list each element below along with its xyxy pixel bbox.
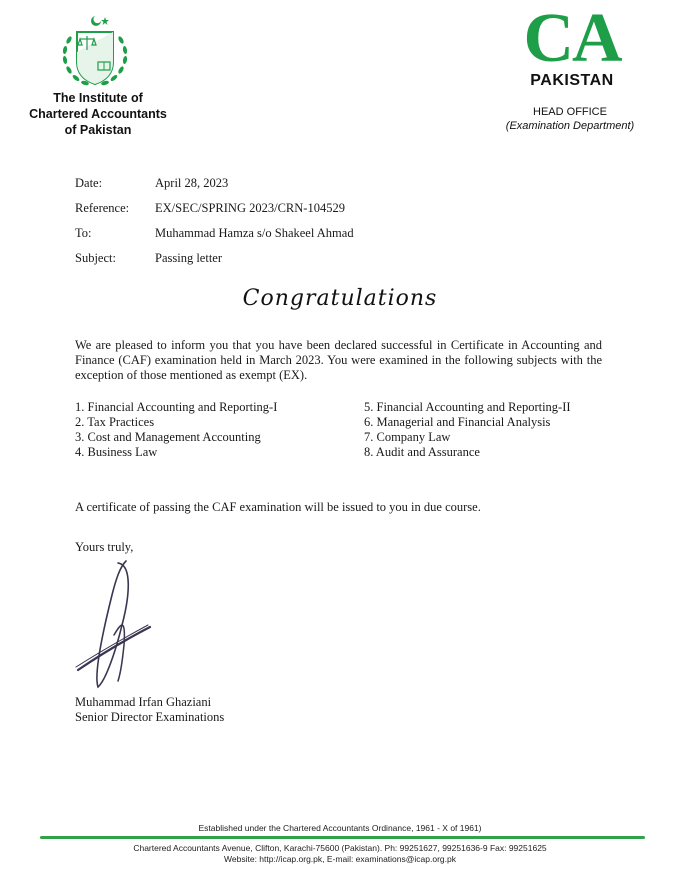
date-label: Date: [75,176,103,190]
reference-value: EX/SEC/SPRING 2023/CRN-104529 [155,201,345,215]
ca-logo: CA [523,0,621,77]
to-value: Muhammad Hamza s/o Shakeel Ahmad [155,226,354,240]
date-value: April 28, 2023 [155,176,229,190]
signatory-name: Muhammad Irfan Ghaziani [75,695,212,709]
footer-address: Chartered Accountants Avenue, Clifton, Karachi-75600 (Pakistan). Ph: 99251627, 99251636-9 Fax: 99251625 [133,843,547,853]
signatory-block [75,695,224,725]
subjects-list-right [364,400,571,460]
body-paragraph: We are pleased to inform you that you have been declared successful in Certificate in Accounting and Finance (CAF) examination held in March 2023. You were examined in the following subjects with the exception of those mentioned as exempt (EX). [75,338,602,382]
subjects-list-left [75,400,277,460]
footer-website-email: Website: http://icap.org.pk, E-mail: examinations@icap.org.pk [224,854,456,864]
closing-salutation: Yours truly, [75,540,134,554]
subject-item: 7. Company Law [364,430,451,444]
signature [70,555,170,695]
signatory-title: Senior Director Examinations [75,710,225,724]
institute-name-line: The Institute of [53,91,143,105]
subject-item: 5. Financial Accounting and Reporting-II [364,400,571,414]
congratulations-heading: Congratulations [242,286,438,311]
subject-item: 2. Tax Practices [75,415,155,429]
head-office-label: HEAD OFFICE [533,106,607,118]
subject-item: 6. Managerial and Financial Analysis [364,415,551,429]
subject-label: Subject: [75,251,116,265]
certificate-note: A certificate of passing the CAF examination will be issued to you in due course. [75,500,481,514]
reference-label: Reference: [75,201,130,215]
footer-established: Established under the Chartered Accountants Ordinance, 1961 - X of 1961) [198,823,482,833]
institute-name-line: of Pakistan [64,123,132,137]
subject-value: Passing letter [155,251,223,265]
institute-name [18,90,178,138]
ca-logo-country: PAKISTAN [530,72,614,89]
subject-item: 1. Financial Accounting and Reporting-I [75,400,278,414]
subject-item: 3. Cost and Management Accounting [75,430,261,444]
subject-item: 8. Audit and Assurance [364,445,480,459]
footer-divider [40,836,645,839]
subject-item: 4. Business Law [75,445,158,459]
institute-name-line: Chartered Accountants [29,107,167,121]
department-label: (Examination Department) [505,120,635,132]
to-label: To: [75,226,92,240]
footer-contact [0,843,680,865]
icap-crest-logo [55,12,135,92]
